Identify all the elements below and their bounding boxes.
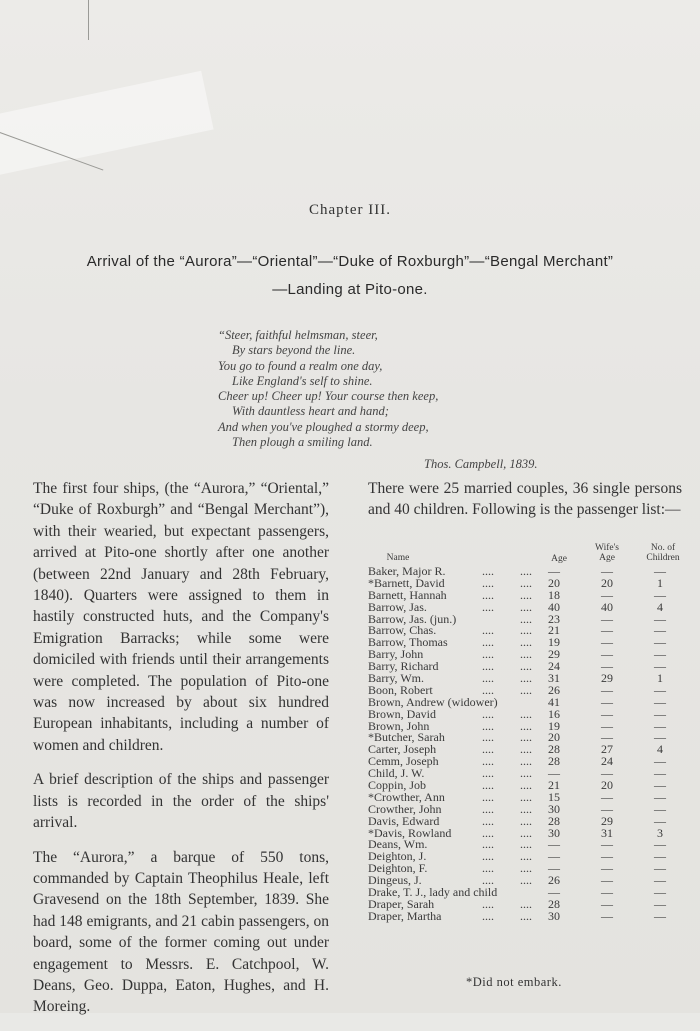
poem-line: And when you've ploughed a stormy deep,	[218, 419, 429, 434]
passenger-name: Barry, Richard	[368, 659, 439, 674]
children-count: —	[654, 813, 666, 828]
children-count: —	[654, 706, 666, 721]
wife-age: 29	[601, 671, 613, 686]
leader-dots: ....	[520, 611, 532, 626]
passenger-age: 29	[548, 647, 560, 662]
passenger-name: Barry, Wm.	[368, 671, 424, 686]
wife-age: 24	[601, 754, 613, 769]
wife-age: —	[601, 730, 613, 745]
leader-dots: ....	[520, 825, 532, 840]
passenger-name: Crowther, John	[368, 801, 442, 816]
wife-age: —	[601, 885, 613, 900]
leader-dots: ....	[482, 682, 494, 697]
wife-age: —	[601, 801, 613, 816]
leader-dots: ....	[482, 564, 494, 578]
wife-age: —	[601, 682, 613, 697]
paragraph: A brief description of the ships and passenger lists is recorded in the order of the ships' arrival.	[33, 771, 329, 832]
leader-dots: ....	[482, 671, 494, 686]
passenger-name: Barrow, Jas.	[368, 599, 427, 614]
passenger-name: Draper, Sarah	[368, 896, 435, 911]
leader-dots: ....	[482, 896, 494, 911]
children-count: —	[654, 789, 666, 804]
leader-dots: ....	[520, 837, 532, 852]
leader-dots: ....	[520, 896, 532, 911]
passenger-age: 15	[548, 789, 560, 804]
passenger-age: 30	[548, 908, 560, 923]
children-count: —	[654, 682, 666, 697]
passenger-name: Draper, Martha	[368, 908, 442, 923]
children-count: —	[654, 861, 666, 876]
passenger-name: Barrow, Jas. (jun.)	[368, 611, 457, 626]
leader-dots: ....	[520, 730, 532, 745]
passenger-age: —	[548, 861, 560, 876]
wife-age: —	[601, 861, 613, 876]
leader-dots: ....	[482, 718, 494, 733]
passenger-name: *Barnett, David	[368, 575, 445, 590]
paper-crease	[88, 0, 89, 40]
children-count: —	[654, 873, 666, 888]
leader-dots: ....	[520, 813, 532, 828]
passenger-age: 20	[548, 730, 560, 745]
leader-dots: ....	[482, 778, 494, 793]
leader-dots: ....	[520, 754, 532, 769]
passenger-name: Brown, John	[368, 718, 430, 733]
passenger-name: Barnett, Hannah	[368, 587, 447, 602]
leader-dots: ....	[482, 730, 494, 745]
passenger-name: Child, J. W.	[368, 766, 425, 781]
paragraph: The first four ships, (the “Aurora,” “Oriental,” “Duke of Roxburgh” and “Bengal Merchant”), with their wearied, but expectant passengers, arrived at Pito-one shortly after one another (between 22nd January and 28th February, 1840). Quarters were assigned to them in hastily constructed huts, and the Company's Emigration Barracks; while some were domiciled with friends until their arrangements were completed. The population of Pito-one was now increased by about six hundred European inhabitants, including a number of women and children.	[33, 480, 329, 754]
passenger-age: 21	[548, 623, 560, 638]
passenger-list-intro: There were 25 married couples, 36 single persons and 40 children. Following is the passenger list:—	[368, 480, 682, 519]
leader-dots: ....	[482, 908, 494, 923]
leader-dots: ....	[482, 789, 494, 804]
children-count: —	[654, 611, 666, 626]
leader-dots: ....	[520, 861, 532, 876]
heading-line: —Landing at Pito-one.	[272, 281, 428, 298]
children-count: —	[654, 837, 666, 852]
wife-age: —	[601, 706, 613, 721]
children-count: 4	[657, 599, 663, 614]
passenger-name: Davis, Edward	[368, 813, 440, 828]
wife-age: 27	[601, 742, 613, 757]
leader-dots: ....	[482, 861, 494, 876]
children-count: —	[654, 623, 666, 638]
leader-dots: ....	[520, 575, 532, 590]
passenger-name: Barry, John	[368, 647, 424, 662]
table-row	[368, 908, 686, 923]
children-count: 4	[657, 742, 663, 757]
passenger-list-table	[368, 541, 686, 923]
children-count: 3	[657, 825, 663, 840]
leader-dots: ....	[482, 623, 494, 638]
leader-dots: ....	[520, 789, 532, 804]
passenger-age: 30	[548, 801, 560, 816]
wife-age: 31	[601, 825, 613, 840]
leader-dots: ....	[520, 908, 532, 923]
header-name: Name	[386, 553, 410, 563]
passenger-age: 41	[548, 694, 560, 709]
wife-age: —	[601, 611, 613, 626]
header-wife-age: Wife's Age	[594, 543, 619, 563]
poem-attribution: Thos. Campbell, 1839.	[424, 457, 538, 472]
children-count: —	[654, 647, 666, 662]
passenger-age: 20	[548, 575, 560, 590]
passenger-age: —	[548, 837, 560, 852]
passenger-name: Barrow, Chas.	[368, 623, 437, 638]
passenger-age: 30	[548, 825, 560, 840]
leader-dots: ....	[482, 575, 494, 590]
leader-dots: ....	[482, 599, 494, 614]
wife-age: —	[601, 587, 613, 602]
heading-line: Arrival of the “Aurora”—“Oriental”—“Duke of Roxburgh”—“Bengal Merchant”	[86, 253, 614, 270]
leader-dots: ....	[482, 825, 494, 840]
children-count: —	[654, 801, 666, 816]
passenger-age: 16	[548, 706, 560, 721]
header-age: Age	[551, 554, 567, 564]
leader-dots: ....	[482, 754, 494, 769]
children-count: —	[654, 896, 666, 911]
children-count: —	[654, 730, 666, 745]
wife-age: —	[601, 647, 613, 662]
wife-age: —	[601, 718, 613, 733]
leader-dots: ....	[482, 635, 494, 650]
passenger-age: 19	[548, 718, 560, 733]
wife-age: —	[601, 837, 613, 852]
passenger-name: Coppin, Job	[368, 778, 427, 793]
header-children: No. of Children	[646, 543, 680, 563]
wife-age: —	[601, 564, 613, 578]
poem-line: “Steer, faithful helmsman, steer,	[218, 328, 378, 342]
wife-age: —	[601, 896, 613, 911]
wife-age: —	[601, 873, 613, 888]
epigraph-poem	[218, 328, 578, 473]
leader-dots: ....	[520, 849, 532, 864]
passenger-name: Baker, Major R.	[368, 564, 446, 578]
poem-line: You go to found a realm one day,	[218, 358, 383, 373]
leader-dots: ....	[482, 813, 494, 828]
leader-dots: ....	[520, 718, 532, 733]
table-body	[368, 566, 686, 923]
passenger-age: 18	[548, 587, 560, 602]
passenger-age: 19	[548, 635, 560, 650]
children-count: —	[654, 635, 666, 650]
leader-dots: ....	[520, 623, 532, 638]
children-count: —	[654, 694, 666, 709]
children-count: 1	[657, 671, 663, 686]
passenger-age: 28	[548, 754, 560, 769]
leader-dots: ....	[482, 873, 494, 888]
left-column	[33, 478, 329, 1031]
passenger-age: —	[548, 849, 560, 864]
leader-dots: ....	[482, 587, 494, 602]
children-count: 1	[657, 575, 663, 590]
wife-age: —	[601, 635, 613, 650]
leader-dots: ....	[520, 671, 532, 686]
passenger-name: Deighton, F.	[368, 861, 428, 876]
leader-dots: ....	[482, 801, 494, 816]
passenger-age: 21	[548, 778, 560, 793]
wife-age: —	[601, 789, 613, 804]
passenger-age: 40	[548, 599, 560, 614]
wife-age: —	[601, 623, 613, 638]
wife-age: 40	[601, 599, 613, 614]
children-count: —	[654, 766, 666, 781]
leader-dots: ....	[520, 659, 532, 674]
leader-dots: ....	[520, 873, 532, 888]
passenger-name: Barrow, Thomas	[368, 635, 448, 650]
passenger-age: 28	[548, 896, 560, 911]
leader-dots: ....	[520, 635, 532, 650]
leader-dots: ....	[520, 647, 532, 662]
footnote: *Did not embark.	[466, 975, 562, 989]
leader-dots: ....	[482, 837, 494, 852]
passenger-age: 26	[548, 873, 560, 888]
leader-dots: ....	[520, 587, 532, 602]
leader-dots: ....	[520, 742, 532, 757]
leader-dots: ....	[482, 659, 494, 674]
wife-age: 20	[601, 575, 613, 590]
passenger-name: Carter, Joseph	[368, 742, 437, 757]
leader-dots: ....	[520, 706, 532, 721]
passenger-age: 23	[548, 611, 560, 626]
passenger-name: Brown, David	[368, 706, 436, 721]
poem-line: With dauntless heart and hand;	[232, 404, 389, 419]
children-count: —	[654, 659, 666, 674]
passenger-name: Dingeus, J.	[368, 873, 422, 888]
passenger-age: 31	[548, 671, 560, 686]
poem-line: Then plough a smiling land.	[232, 435, 373, 450]
children-count: —	[654, 564, 666, 578]
passenger-age: —	[548, 885, 560, 900]
children-count: —	[654, 849, 666, 864]
leader-dots: ....	[482, 849, 494, 864]
tape-mark	[0, 71, 214, 180]
leader-dots: ....	[520, 564, 532, 578]
children-count: —	[654, 908, 666, 923]
passenger-age: 28	[548, 813, 560, 828]
leader-dots: ....	[520, 778, 532, 793]
passenger-name: Deans, Wm.	[368, 837, 428, 852]
passenger-name: *Crowther, Ann	[368, 789, 445, 804]
passenger-age: —	[548, 564, 560, 578]
leader-dots: ....	[520, 766, 532, 781]
children-count: —	[654, 885, 666, 900]
passenger-name: Drake, T. J., lady and child	[368, 885, 498, 900]
passenger-age: 24	[548, 659, 560, 674]
passenger-age: —	[548, 766, 560, 781]
leader-dots: ....	[482, 706, 494, 721]
poem-line: Cheer up! Cheer up! Your course then keep,	[218, 389, 439, 404]
chapter-heading	[30, 248, 670, 304]
table-header	[368, 541, 686, 566]
passenger-name: Deighton, J.	[368, 849, 427, 864]
wife-age: —	[601, 694, 613, 709]
children-count: —	[654, 718, 666, 733]
poem-line: By stars beyond the line.	[232, 343, 356, 358]
chapter-title: Chapter III.	[309, 202, 391, 218]
passenger-name: Brown, Andrew (widower)	[368, 694, 498, 709]
leader-dots: ....	[482, 647, 494, 662]
passenger-age: 26	[548, 682, 560, 697]
wife-age: 29	[601, 813, 613, 828]
poem-line: Like England's self to shine.	[232, 373, 373, 388]
leader-dots: ....	[482, 766, 494, 781]
children-count: —	[654, 754, 666, 769]
wife-age: —	[601, 849, 613, 864]
leader-dots: ....	[482, 742, 494, 757]
wife-age: —	[601, 908, 613, 923]
children-count: —	[654, 778, 666, 793]
leader-dots: ....	[520, 801, 532, 816]
children-count: —	[654, 587, 666, 602]
leader-dots: ....	[520, 682, 532, 697]
leader-dots: ....	[520, 599, 532, 614]
wife-age: 20	[601, 778, 613, 793]
wife-age: —	[601, 659, 613, 674]
paragraph: The “Aurora,” a barque of 550 tons, commanded by Captain Theophilus Heale, left Gravesend on the 18th September, 1839. She had 148 emigrants, and 21 cabin passengers, on board, some of the former coming out under engagement to Messrs. E. Catchpool, W. Deans, Geo. Duppa, Eaton, Hughes, and H. Moreing.	[33, 848, 329, 1016]
wife-age: —	[601, 766, 613, 781]
passenger-age: 28	[548, 742, 560, 757]
passenger-name: *Butcher, Sarah	[368, 730, 445, 745]
passenger-name: Cemm, Joseph	[368, 754, 439, 769]
passenger-name: *Davis, Rowland	[368, 825, 452, 840]
passenger-name: Boon, Robert	[368, 682, 433, 697]
